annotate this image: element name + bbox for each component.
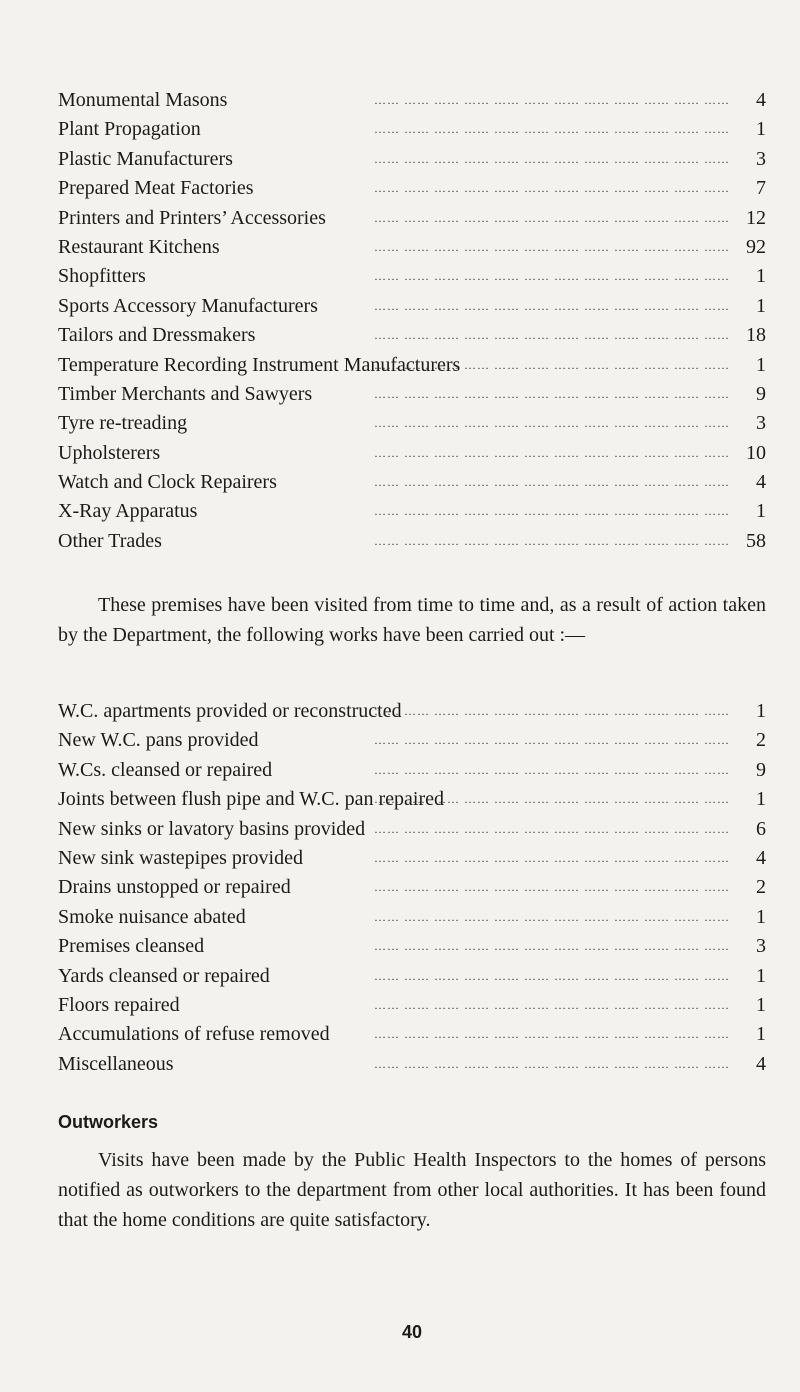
- trade-count: 1: [756, 118, 766, 141]
- work-count: 1: [756, 788, 766, 811]
- dot-leader: …… …… …… …… …… …… …… …… …… …… …… ……: [374, 1056, 730, 1071]
- work-label: New sink wastepipes provided: [58, 846, 303, 869]
- dot-leader: …… …… …… …… …… …… …… …… …… …… …… ……: [374, 997, 730, 1012]
- trade-label: Watch and Clock Repairers: [58, 471, 277, 494]
- trade-count: 58: [746, 529, 766, 552]
- trade-count: 3: [756, 147, 766, 170]
- work-row: [58, 726, 766, 755]
- trade-label: Printers and Printers’ Accessories: [58, 206, 326, 229]
- trade-count: 9: [756, 382, 766, 405]
- dot-leader: …… …… …… …… …… …… …… …… …… …… …… ……: [374, 762, 730, 777]
- trade-count: 1: [756, 265, 766, 288]
- work-row: [58, 903, 766, 932]
- works-intro-text: These premises have been visited from time to time and, as a result of action taken by the Department, the following works have been carried out :—: [58, 594, 766, 646]
- work-count: 3: [756, 935, 766, 958]
- trades-list: [58, 86, 766, 556]
- trade-row: [58, 351, 766, 380]
- dot-leader: …… …… …… …… …… …… …… …… …… …… …… ……: [374, 210, 730, 225]
- trade-count: 1: [756, 353, 766, 376]
- trade-row: [58, 468, 766, 497]
- work-label: Smoke nuisance abated: [58, 905, 246, 928]
- trade-label: Plant Propagation: [58, 118, 201, 141]
- dot-leader: …… …… …… …… …… …… …… …… …… …… …… ……: [374, 445, 730, 460]
- work-row: [58, 844, 766, 873]
- work-count: 4: [756, 846, 766, 869]
- dot-leader: …… …… …… …… …… …… …… …… …… …… …… ……: [374, 733, 730, 748]
- work-label: W.Cs. cleansed or repaired: [58, 758, 273, 781]
- trade-row: [58, 380, 766, 409]
- trade-row: [58, 233, 766, 262]
- work-label: Premises cleansed: [58, 935, 205, 958]
- trade-label: Prepared Meat Factories: [58, 177, 254, 200]
- trade-label: Timber Merchants and Sawyers: [58, 382, 313, 405]
- dot-leader: …… …… …… …… …… …… …… …… …… …… …… ……: [374, 880, 730, 895]
- page-number: 40: [401, 1322, 423, 1342]
- work-row: [58, 1050, 766, 1079]
- dot-leader: …… …… …… …… …… …… …… …… …… …… …… ……: [374, 151, 730, 166]
- trade-row: [58, 204, 766, 233]
- work-count: 1: [756, 700, 766, 722]
- work-label: New sinks or lavatory basins provided: [58, 817, 366, 840]
- trade-count: 10: [746, 441, 766, 464]
- dot-leader: …… …… …… …… …… …… …… …… …… …… …… ……: [374, 298, 730, 313]
- work-label: New W.C. pans provided: [58, 729, 259, 752]
- trade-label: Restaurant Kitchens: [58, 235, 220, 258]
- dot-leader: …… …… …… …… …… …… …… …… …… …… …… ……: [374, 181, 730, 196]
- trade-label: Upholsterers: [58, 441, 161, 464]
- trade-label: Tyre re-treading: [58, 412, 188, 435]
- trade-row: [58, 321, 766, 350]
- dot-leader: …… …… …… …… …… …… …… …… …… …… …… ……: [374, 357, 730, 372]
- dot-leader: …… …… …… …… …… …… …… …… …… …… …… ……: [374, 704, 730, 718]
- dot-leader: …… …… …… …… …… …… …… …… …… …… …… ……: [374, 792, 730, 807]
- trade-row: [58, 145, 766, 174]
- dot-leader: …… …… …… …… …… …… …… …… …… …… …… ……: [374, 386, 730, 401]
- trade-count: 12: [746, 206, 766, 229]
- works-intro-paragraph: [58, 590, 766, 650]
- work-row: [58, 991, 766, 1020]
- work-count: 6: [756, 817, 766, 840]
- dot-leader: …… …… …… …… …… …… …… …… …… …… …… ……: [374, 328, 730, 343]
- outworkers-paragraph: [58, 1145, 766, 1235]
- trade-row: [58, 409, 766, 438]
- trade-label: Sports Accessory Manufacturers: [58, 294, 318, 317]
- trade-count: 3: [756, 412, 766, 435]
- dot-leader: …… …… …… …… …… …… …… …… …… …… …… ……: [374, 239, 730, 254]
- trade-label: Plastic Manufacturers: [58, 147, 233, 170]
- trade-count: 4: [756, 471, 766, 494]
- trade-count: 4: [756, 89, 766, 111]
- trade-count: 92: [746, 235, 766, 258]
- work-label: Drains unstopped or repaired: [58, 876, 291, 899]
- trade-count: 7: [756, 177, 766, 200]
- work-count: 2: [756, 876, 766, 899]
- outworkers-heading: Outworkers: [58, 1112, 159, 1132]
- dot-leader: …… …… …… …… …… …… …… …… …… …… …… ……: [374, 504, 730, 519]
- dot-leader: …… …… …… …… …… …… …… …… …… …… …… ……: [374, 968, 730, 983]
- dot-leader: …… …… …… …… …… …… …… …… …… …… …… ……: [374, 416, 730, 431]
- work-label: Joints between flush pipe and W.C. pan repaired: [58, 788, 445, 811]
- dot-leader: …… …… …… …… …… …… …… …… …… …… …… ……: [374, 475, 730, 490]
- work-row: [58, 932, 766, 961]
- dot-leader: …… …… …… …… …… …… …… …… …… …… …… ……: [374, 821, 730, 836]
- work-label: W.C. apartments provided or reconstructed: [58, 700, 402, 722]
- work-label: Accumulations of refuse removed: [58, 1023, 330, 1046]
- trade-label: Other Trades: [58, 529, 162, 552]
- trade-label: Temperature Recording Instrument Manufacturers: [58, 353, 461, 376]
- work-count: 1: [756, 1023, 766, 1046]
- trade-row: [58, 292, 766, 321]
- work-row: [58, 785, 766, 814]
- trade-label: X-Ray Apparatus: [58, 500, 198, 523]
- work-count: 1: [756, 964, 766, 987]
- works-list: [58, 697, 766, 1079]
- work-row: [58, 815, 766, 844]
- trade-row: [58, 174, 766, 203]
- trade-label: Shopfitters: [58, 265, 146, 288]
- work-count: 1: [756, 993, 766, 1016]
- work-row: [58, 756, 766, 785]
- dot-leader: …… …… …… …… …… …… …… …… …… …… …… ……: [374, 939, 730, 954]
- work-label: Miscellaneous: [58, 1052, 174, 1075]
- trade-row: [58, 527, 766, 556]
- dot-leader: …… …… …… …… …… …… …… …… …… …… …… ……: [374, 122, 730, 137]
- trade-row: [58, 262, 766, 291]
- work-count: 9: [756, 758, 766, 781]
- trade-row: [58, 497, 766, 526]
- work-row: [58, 962, 766, 991]
- work-label: Floors repaired: [58, 993, 180, 1016]
- dot-leader: …… …… …… …… …… …… …… …… …… …… …… ……: [374, 269, 730, 284]
- work-count: 4: [756, 1052, 766, 1075]
- dot-leader: …… …… …… …… …… …… …… …… …… …… …… ……: [374, 850, 730, 865]
- work-count: 2: [756, 729, 766, 752]
- trade-count: 18: [746, 324, 766, 347]
- work-label: Yards cleansed or repaired: [58, 964, 270, 987]
- trade-row: [58, 115, 766, 144]
- work-row: [58, 873, 766, 902]
- work-row: [58, 1020, 766, 1049]
- trade-count: 1: [756, 294, 766, 317]
- work-count: 1: [756, 905, 766, 928]
- trade-row: [58, 86, 766, 115]
- trade-label: Tailors and Dressmakers: [58, 324, 256, 347]
- work-row: [58, 697, 766, 726]
- dot-leader: …… …… …… …… …… …… …… …… …… …… …… ……: [374, 93, 730, 107]
- trade-row: [58, 439, 766, 468]
- trade-label: Monumental Masons: [58, 89, 228, 111]
- dot-leader: …… …… …… …… …… …… …… …… …… …… …… ……: [374, 533, 730, 548]
- outworkers-text: Visits have been made by the Public Health Inspectors to the homes of persons notified as outworkers to the department from other local authorities. It has been found that the home conditions are quite satisfactory.: [58, 1149, 766, 1231]
- dot-leader: …… …… …… …… …… …… …… …… …… …… …… ……: [374, 1027, 730, 1042]
- dot-leader: …… …… …… …… …… …… …… …… …… …… …… ……: [374, 909, 730, 924]
- trade-count: 1: [756, 500, 766, 523]
